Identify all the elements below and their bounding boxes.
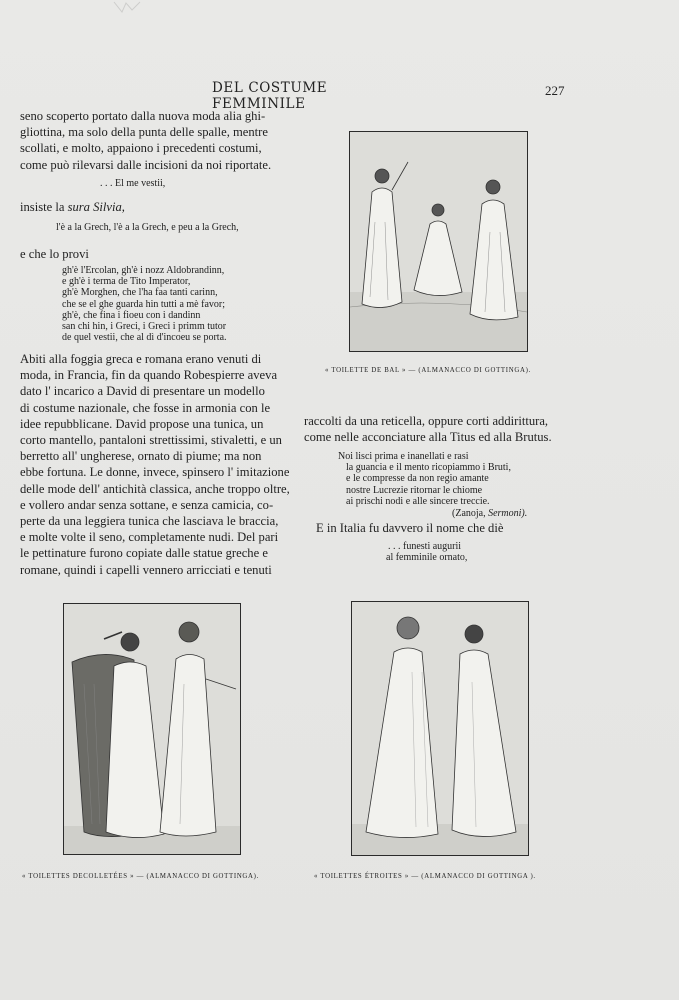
verse-line: gh'è l'Ercolan, gh'è i nozz Aldobrandinn, — [62, 265, 225, 276]
insiste-line — [20, 199, 125, 215]
quote-grech: l'è a la Grech, l'è a la Grech, e peu a la Grech, — [56, 222, 239, 233]
text-line: seno scoperto portato dalla nuova moda alia ghi- — [20, 109, 266, 123]
paragraph-abiti — [20, 351, 290, 578]
text-line: come nelle acconciature alla Titus ed alla Brutus. — [304, 430, 552, 445]
attribution — [452, 508, 527, 519]
verse-line: san chi hin, i Greci, i Greci i primm tutor — [62, 321, 227, 333]
text-line: e molte volte il seno, completamente nudi. Del pari — [20, 530, 279, 545]
engraving-toilettes-etroites — [351, 601, 529, 856]
verse-line: la guancia e il mento ricopiammo i Bruti, — [346, 462, 511, 474]
text-line: dato l' incarico a David di presentare un modello — [20, 384, 265, 399]
text-line: corto mantello, pantaloni strettissimi, stivaletti, e un — [20, 433, 282, 448]
text-line: di costume nazionale, che fosse in armonia con le — [20, 400, 271, 415]
quote-funesti — [388, 541, 467, 563]
verse-line: che se el ghe guarda hin tutti a mè favor; — [62, 298, 225, 310]
etroites-illustration — [352, 602, 528, 855]
paragraph-raccolti — [304, 413, 572, 445]
verse-line: . . . funesti augurii — [388, 541, 462, 552]
verse-line: de quel vestii, che al dì d'incoeu se porta. — [62, 332, 227, 344]
text-line: romane, quindi i capelli vennero arricciati e tenuti — [20, 562, 272, 577]
attribution-work: Sermoni). — [488, 508, 528, 519]
paper-mark — [112, 0, 142, 14]
text-line: idee repubblicane. David propose una tunica, un — [20, 416, 264, 431]
verse-zanoja — [338, 451, 538, 507]
verse-line: e gh'è i terma de Tito Imperator, — [62, 276, 191, 288]
verse-line: gh'è, che fina i fioeu con i dandinn — [62, 309, 201, 321]
page-number: 227 — [545, 83, 565, 98]
paragraph-intro — [20, 108, 290, 173]
decolletees-illustration — [64, 604, 240, 854]
text-line: moda, in Francia, fin da quando Robespierre aveva — [20, 368, 278, 383]
text-line: e vollero andar senza sottane, e senza camicia, co- — [20, 497, 274, 512]
paragraph-italia: E in Italia fu davvero il nome che diè — [316, 521, 504, 535]
text-line: come può rilevarsi dalle incisioni da noi riportate. — [20, 157, 272, 172]
verse-line: nostre Lucrezie ritornar le chiome — [346, 484, 483, 496]
insiste-name: sura Silvia, — [67, 200, 125, 214]
caption-top: « TOILETTE DE BAL » — (ALMANACCO DI GOTTINGA). — [325, 367, 531, 374]
text-line: perte da una leggiera tunica che lasciava le braccia, — [20, 514, 279, 529]
dancers-illustration — [350, 132, 527, 351]
text-line: scollati, e molto, appaiono i precedenti costumi, — [20, 141, 262, 156]
text-line: berretto all' ungherese, ornato di piume; ma non — [20, 449, 262, 464]
text-line: gliottina, ma solo della punta delle spalle, mentre — [20, 125, 268, 140]
engraving-toilettes-decolletees — [63, 603, 241, 855]
text-line: raccolti da una reticella, oppure corti addirittura, — [304, 414, 549, 428]
attribution-author: (Zanoja, — [452, 508, 489, 519]
text-line: ebbe fortuna. Le donne, invece, spinsero l' imitazione — [20, 465, 290, 480]
text-line: delle mode dell' antichità classica, anche troppo oltre, — [20, 481, 290, 496]
caption-bottom-right: « TOILETTES ÉTROITES » — (ALMANACCO DI GOTTINGA ). — [314, 873, 536, 880]
text-line: le pettinature furono copiate dalle statue greche e — [20, 546, 268, 561]
verse-line: e le compresse da non regio amante — [346, 473, 489, 485]
verse-milanese — [62, 265, 292, 343]
verse-line: Noi lisci prima e inanellati e rasi — [338, 451, 469, 462]
engraving-toilette-de-bal — [349, 131, 528, 352]
insiste-prefix: insiste la — [20, 200, 68, 214]
verse-line: al femminile ornato, — [386, 552, 468, 564]
quote-el-me-vestii: . . . El me vestii, — [100, 178, 166, 189]
caption-bottom-left: « TOILETTES DECOLLETÉES » — (ALMANACCO DI GOTTINGA). — [22, 873, 260, 880]
verse-line: gh'è Morghen, che l'ha faa tanti carinn, — [62, 287, 218, 299]
text-line: Abiti alla foggia greca e romana erano venuti di — [20, 352, 262, 366]
e-che-line: e che lo provi — [20, 247, 89, 261]
running-header: DEL COSTUME FEMMINILE — [212, 80, 328, 112]
verse-line: ai prischi nodi e alle sincere treccie. — [346, 495, 490, 507]
